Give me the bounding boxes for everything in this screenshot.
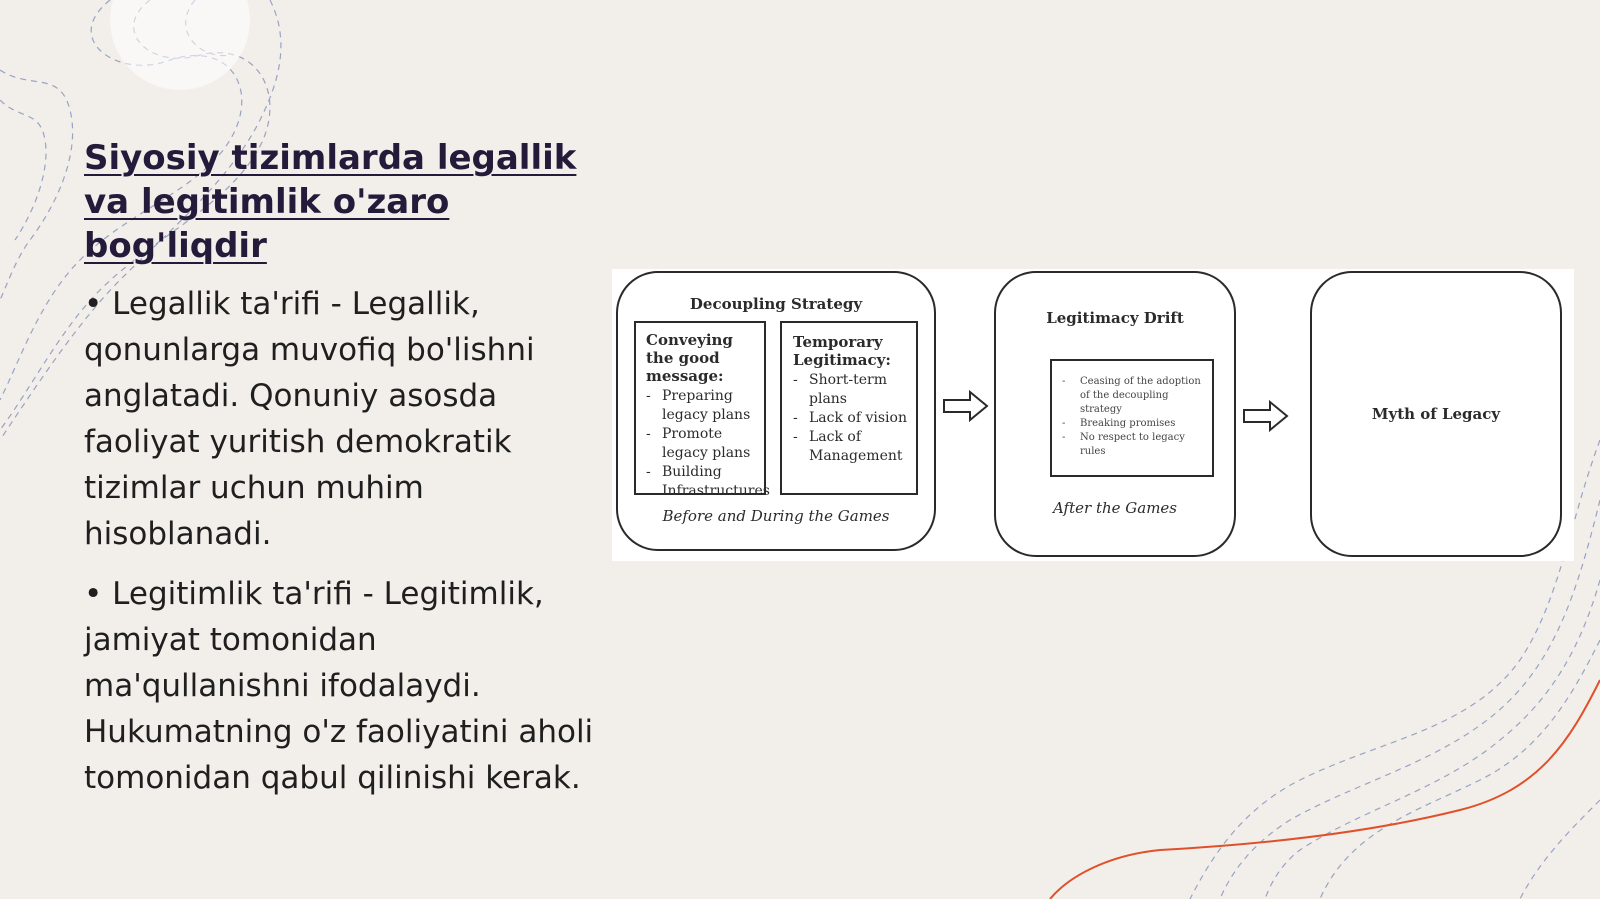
bullet-legallik: • Legallik ta'rifi - Legallik, qonunlarga muvofiq bo'lishni anglatadi. Qonuniy asosda faoliyat yuritish demokratik tizimlar uchun muhim hisoblanadi.: [84, 286, 535, 552]
list-item: - Breaking promises: [1062, 417, 1206, 431]
list-item: - Lack of vision: [793, 409, 916, 428]
list-item: - No respect to legacy rules: [1062, 431, 1206, 459]
list-item: - Building Infrastructures: [646, 463, 764, 501]
legacy-diagram: [612, 269, 1574, 561]
list-item: - Lack of Management: [793, 428, 916, 466]
stage-decoupling-strategy: [616, 271, 936, 551]
list-item: - Promote legacy plans: [646, 425, 764, 463]
drift-items-box: [1050, 359, 1214, 477]
stage-legitimacy-drift: [994, 271, 1236, 557]
temporary-heading: Temporary Legitimacy:: [793, 333, 891, 369]
arrow-right-icon: [942, 389, 990, 423]
stage-title: Legitimacy Drift: [1046, 309, 1184, 327]
arrow-right-icon: [1242, 399, 1290, 433]
page-title: Siyosiy tizimlarda legallik va legitimlik o'zaro bog'liqdir: [84, 138, 577, 266]
stage-title: Decoupling Strategy: [689, 295, 863, 313]
list-item: - Ceasing of the adoption of the decoupling strategy: [1062, 375, 1206, 417]
bullet-list: [84, 281, 604, 815]
list-item: - Preparing legacy plans: [646, 387, 764, 425]
bullet-legitimlik: • Legitimlik ta'rifi - Legitimlik, jamiyat tomonidan ma'qullanishni ifodalaydi. Hukumatning o'z faoliyatini aholi tomonidan qabul qilinishi kerak.: [84, 576, 594, 796]
stage-title: Myth of Legacy: [1371, 405, 1501, 423]
stage-caption: After the Games: [1052, 499, 1178, 517]
temporary-legitimacy-box: [780, 321, 918, 495]
stage-myth-of-legacy: [1310, 271, 1562, 557]
stage-caption: Before and During the Games: [662, 507, 890, 525]
list-item: - Short-term plans: [793, 371, 916, 409]
conveying-heading: Conveying the good message:: [646, 331, 733, 385]
conveying-message-box: [634, 321, 770, 499]
